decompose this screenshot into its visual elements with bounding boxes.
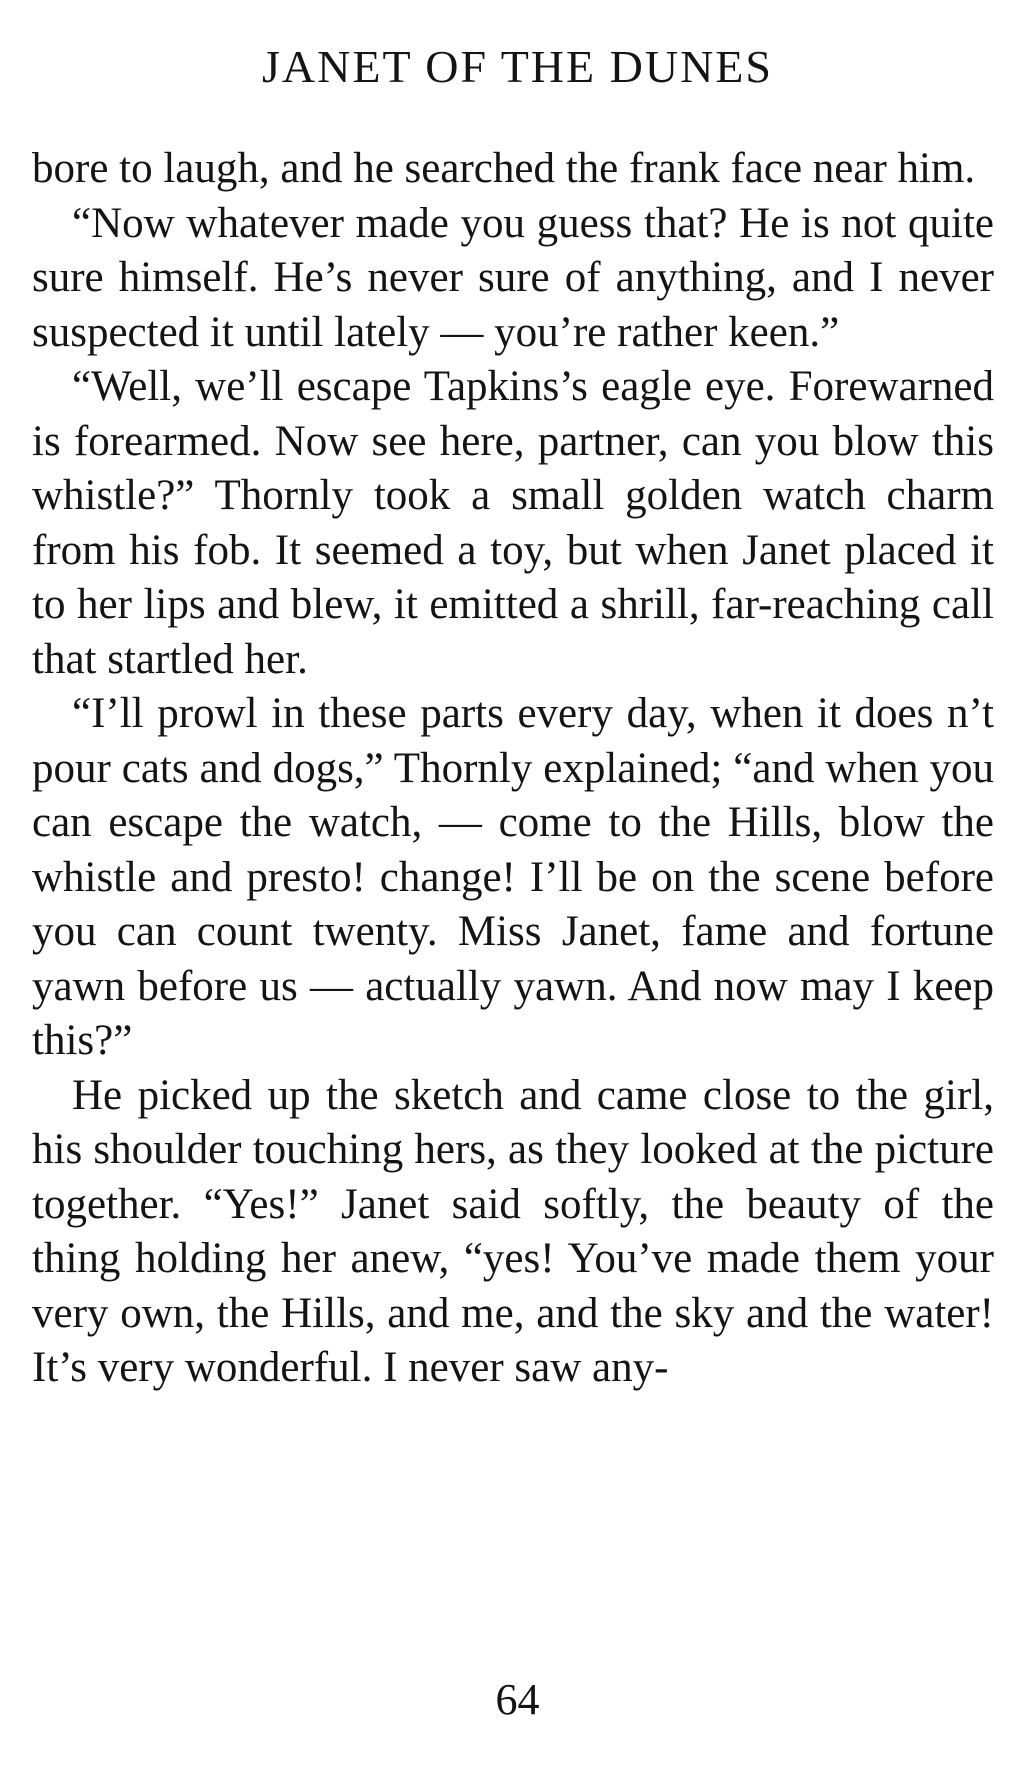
paragraph: “Well, we’ll escape Tapkins’s eagle eye. Forewarned is forearmed. Now see here, partner, can you blow this whistle?” Thornly took a small golden watch charm from his fob. It seemed a toy, but when Janet placed it to her lips and blew, it emitted a shrill, far-reaching call that startled her.	[32, 363, 994, 683]
paragraph: He picked up the sketch and came close to the girl, his shoulder touching hers, as they looked at the picture together. “Yes!” Janet said softly, the beauty of the thing holding her anew, “yes! You’ve made them your very own, the Hills, and me, and the sky and the water! It’s very wonderful. I never saw any-	[32, 1071, 994, 1391]
running-head: JANET OF THE DUNES	[262, 41, 773, 92]
paragraph: “I’ll prowl in these parts every day, when it does n’t pour cats and dogs,” Thornly explained; “and when you can escape the watch, — come to the Hills, blow the whistle and presto! change! I’ll be on the scene before you can count twenty. Miss Janet, fame and fortune yawn before us — actually yawn. And now may I keep this?”	[32, 690, 994, 1064]
body-text	[32, 142, 994, 1396]
paragraph: “Now whatever made you guess that? He is not quite sure himself. He’s never sure of anything, and I never suspected it until lately — you’re rather keen.”	[32, 199, 994, 356]
paragraph-continuation: bore to laugh, and he searched the frank face near him.	[32, 145, 976, 192]
page-number: 64	[495, 1675, 540, 1724]
